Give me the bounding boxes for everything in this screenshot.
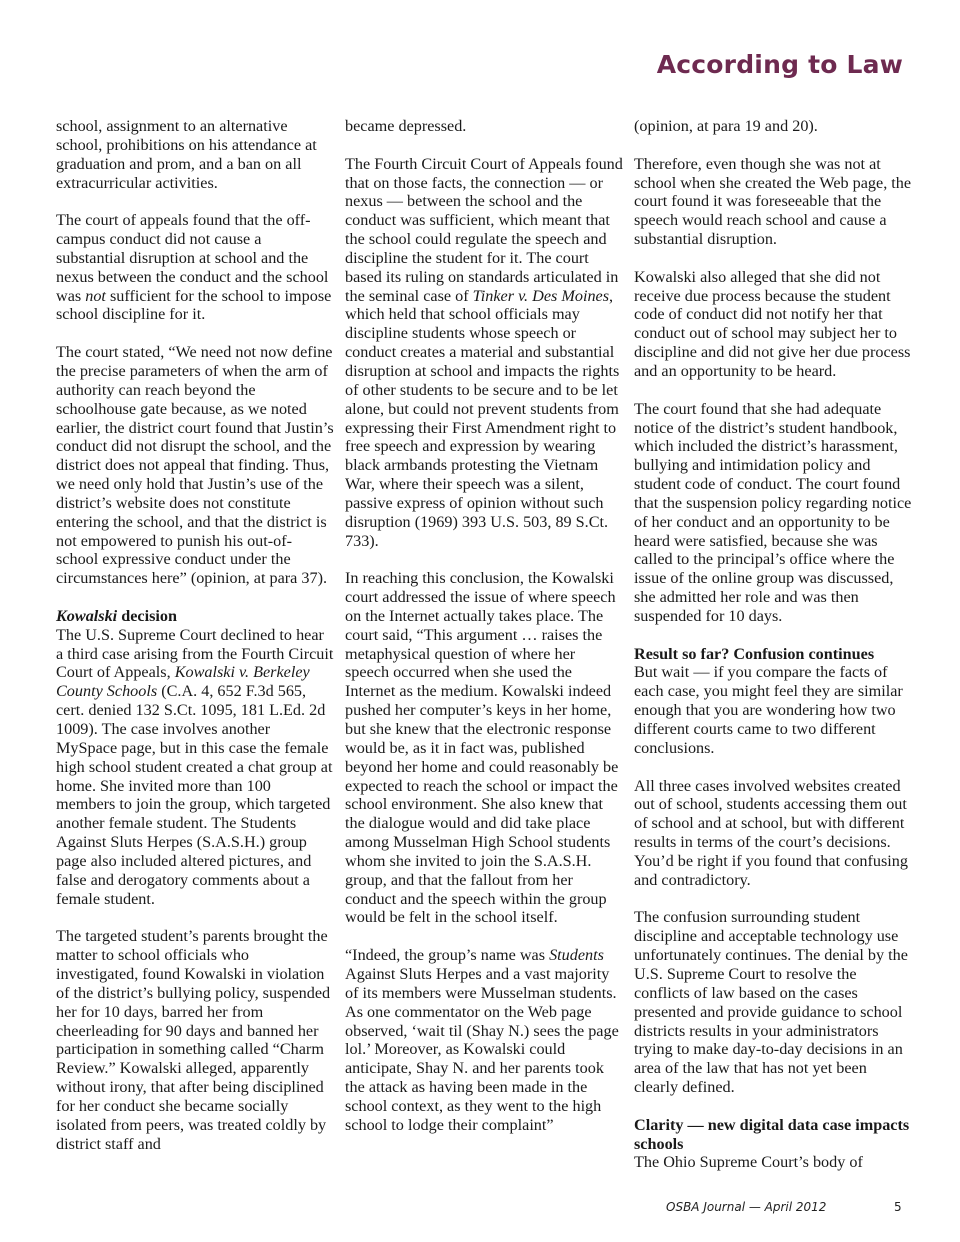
paragraph: Kowalski also alleged that she did not receive due process because the student code of conduct did not notify her that conduct out of school may subject her to discipline and did not give her due process and an opportunity to be heard. bbox=[634, 267, 911, 380]
footer-journal-name: OSBA Journal — April 2012 bbox=[666, 1200, 827, 1214]
subheading-result-so-far: Result so far? Confusion continues bbox=[634, 644, 875, 663]
paragraph: But wait — if you compare the facts of each case, you might feel they are similar enough that you are wondering how two different courts came to two different conclusions. bbox=[634, 663, 903, 757]
column-2 bbox=[345, 117, 623, 1135]
subheading-clarity: Clarity — new digital data case impacts schools bbox=[634, 1115, 910, 1153]
paragraph: The court of appeals found that the off-campus conduct did not cause a substantial disruption at school and the nexus between the conduct and the school was not sufficient for the school to impose school discipline for it. bbox=[56, 211, 332, 324]
paragraph: In reaching this conclusion, the Kowalski court addressed the issue of where speech on the Internet actually takes place. The court said, “This argument … raises the metaphysical question of where her speech occurred when she used the Internet as the medium. Kowalski indeed pushed her computer’s keys in her home, but she knew that the electronic response would be, as it in fact was, published beyond her home and could reasonably be expected to reach the school or impact the school environment. She also knew that the dialogue would and did take place among Musselman High School students whom she invited to join the S.A.S.H. group, and that the fallout from her conduct and the speech within the group would be felt in the school itself. bbox=[345, 569, 619, 927]
paragraph: The confusion surrounding student discipline and acceptable technology use unfortunately continues. The denial by the U.S. Supreme Court to resolve the conflicts of law based on the cases presented and provide guidance to school districts results in your administrators trying to make day-to-day decisions in an area of the law that has not yet been clearly defined. bbox=[634, 908, 908, 1097]
column-3 bbox=[634, 117, 912, 1172]
section-title: According to Law bbox=[656, 50, 903, 79]
page-number: 5 bbox=[894, 1200, 902, 1214]
paragraph: The court found that she had adequate notice of the district’s student handbook, which included the district’s harassment, bullying and intimidation policy and student code of conduct. The court found that the suspension policy regarding notice of her conduct and an opportunity to be heard were satisfied, because she was called to the principal’s office where the issue of the online group was discussed, she admitted her role and was then suspended for 10 days. bbox=[634, 399, 912, 625]
paragraph: school, assignment to an alternative school, prohibitions on his attendance at graduation and prom, and a ban on all extracurricular activities. bbox=[56, 117, 317, 192]
column-1 bbox=[56, 117, 334, 1153]
paragraph: The U.S. Supreme Court declined to hear a third case arising from the Fourth Circuit Court of Appeals, Kowalski v. Berkeley County Schools (C.A. 4, 652 F.3d 565, cert. denied 132 S.Ct. 1095, 181 L.Ed. 2d 1009). The case involves another MySpace page, but in this case the female high school student created a chat group at home. She invited more than 100 members to join the group, which targeted another female student. The Students Against Sluts Herpes (S.A.S.H.) group page also included altered pictures, and false and derogatory comments about a female student. bbox=[56, 625, 334, 908]
paragraph: (opinion, at para 19 and 20). bbox=[634, 117, 818, 135]
paragraph: The Ohio Supreme Court’s body of bbox=[634, 1153, 863, 1172]
subheading-kowalski-decision: Kowalski decision bbox=[56, 606, 177, 625]
paragraph: The Fourth Circuit Court of Appeals found that on those facts, the connection — or nexus — between the school and the conduct was sufficient, which meant that the school could regulate the speech and discipline the student for it. The court based its ruling on standards articulated in the seminal case of Tinker v. Des Moines, which held that school officials may discipline students whose speech or conduct creates a material and substantial disruption at school and impacts the rights of other students to be secure and to be let alone, but could not prevent students from expressing their First Amendment right to free speech and expression by wearing black armbands protesting the Vietnam War, where their speech was a silent, passive express of opinion without such disruption (1969) 393 U.S. 503, 89 S.Ct. 733). bbox=[345, 154, 623, 550]
paragraph: “Indeed, the group’s name was Students Against Sluts Herpes and a vast majority of its members were Musselman students. As one commentator on the Web page observed, ‘wait til (Shay N.) sees the page lol.’ Moreover, as Kowalski could anticipate, Shay N. and her parents took the attack as having been made in the school context, as they went to the high school to lodge their complaint” bbox=[345, 946, 619, 1134]
paragraph: The targeted student’s parents brought the matter to school officials who investigated, found Kowalski in violation of the district’s bullying policy, suspended her for 10 days, barred her from cheerleading for 90 days and banned her participation in something called “Charm Review.” Kowalski alleged, apparently without irony, that after being disciplined for her conduct she became socially isolated from peers, was treated coldly by district staff and bbox=[56, 927, 331, 1153]
paragraph: Therefore, even though she was not at school when she created the Web page, the court found it was foreseeable that the speech would reach school and cause a substantial disruption. bbox=[634, 154, 912, 249]
paragraph: All three cases involved websites created out of school, students accessing them out of school and at school, but with different results in terms of the court’s decisions. You’d be right if you found that confusing and contradictory. bbox=[634, 776, 908, 889]
paragraph: became depressed. bbox=[345, 117, 467, 135]
paragraph: The court stated, “We need not now define the precise parameters of when the arm of authority can reach beyond the schoolhouse gate because, as we noted earlier, the district court found that Justin’s conduct did not disrupt the school, and the district does not appeal that finding. Thus, we need only hold that Justin’s use of the district’s website does not constitute entering the school, and that the district is not empowered to punish his out-of-school expressive conduct under the circumstances here” (opinion, at para 37). bbox=[56, 343, 334, 588]
